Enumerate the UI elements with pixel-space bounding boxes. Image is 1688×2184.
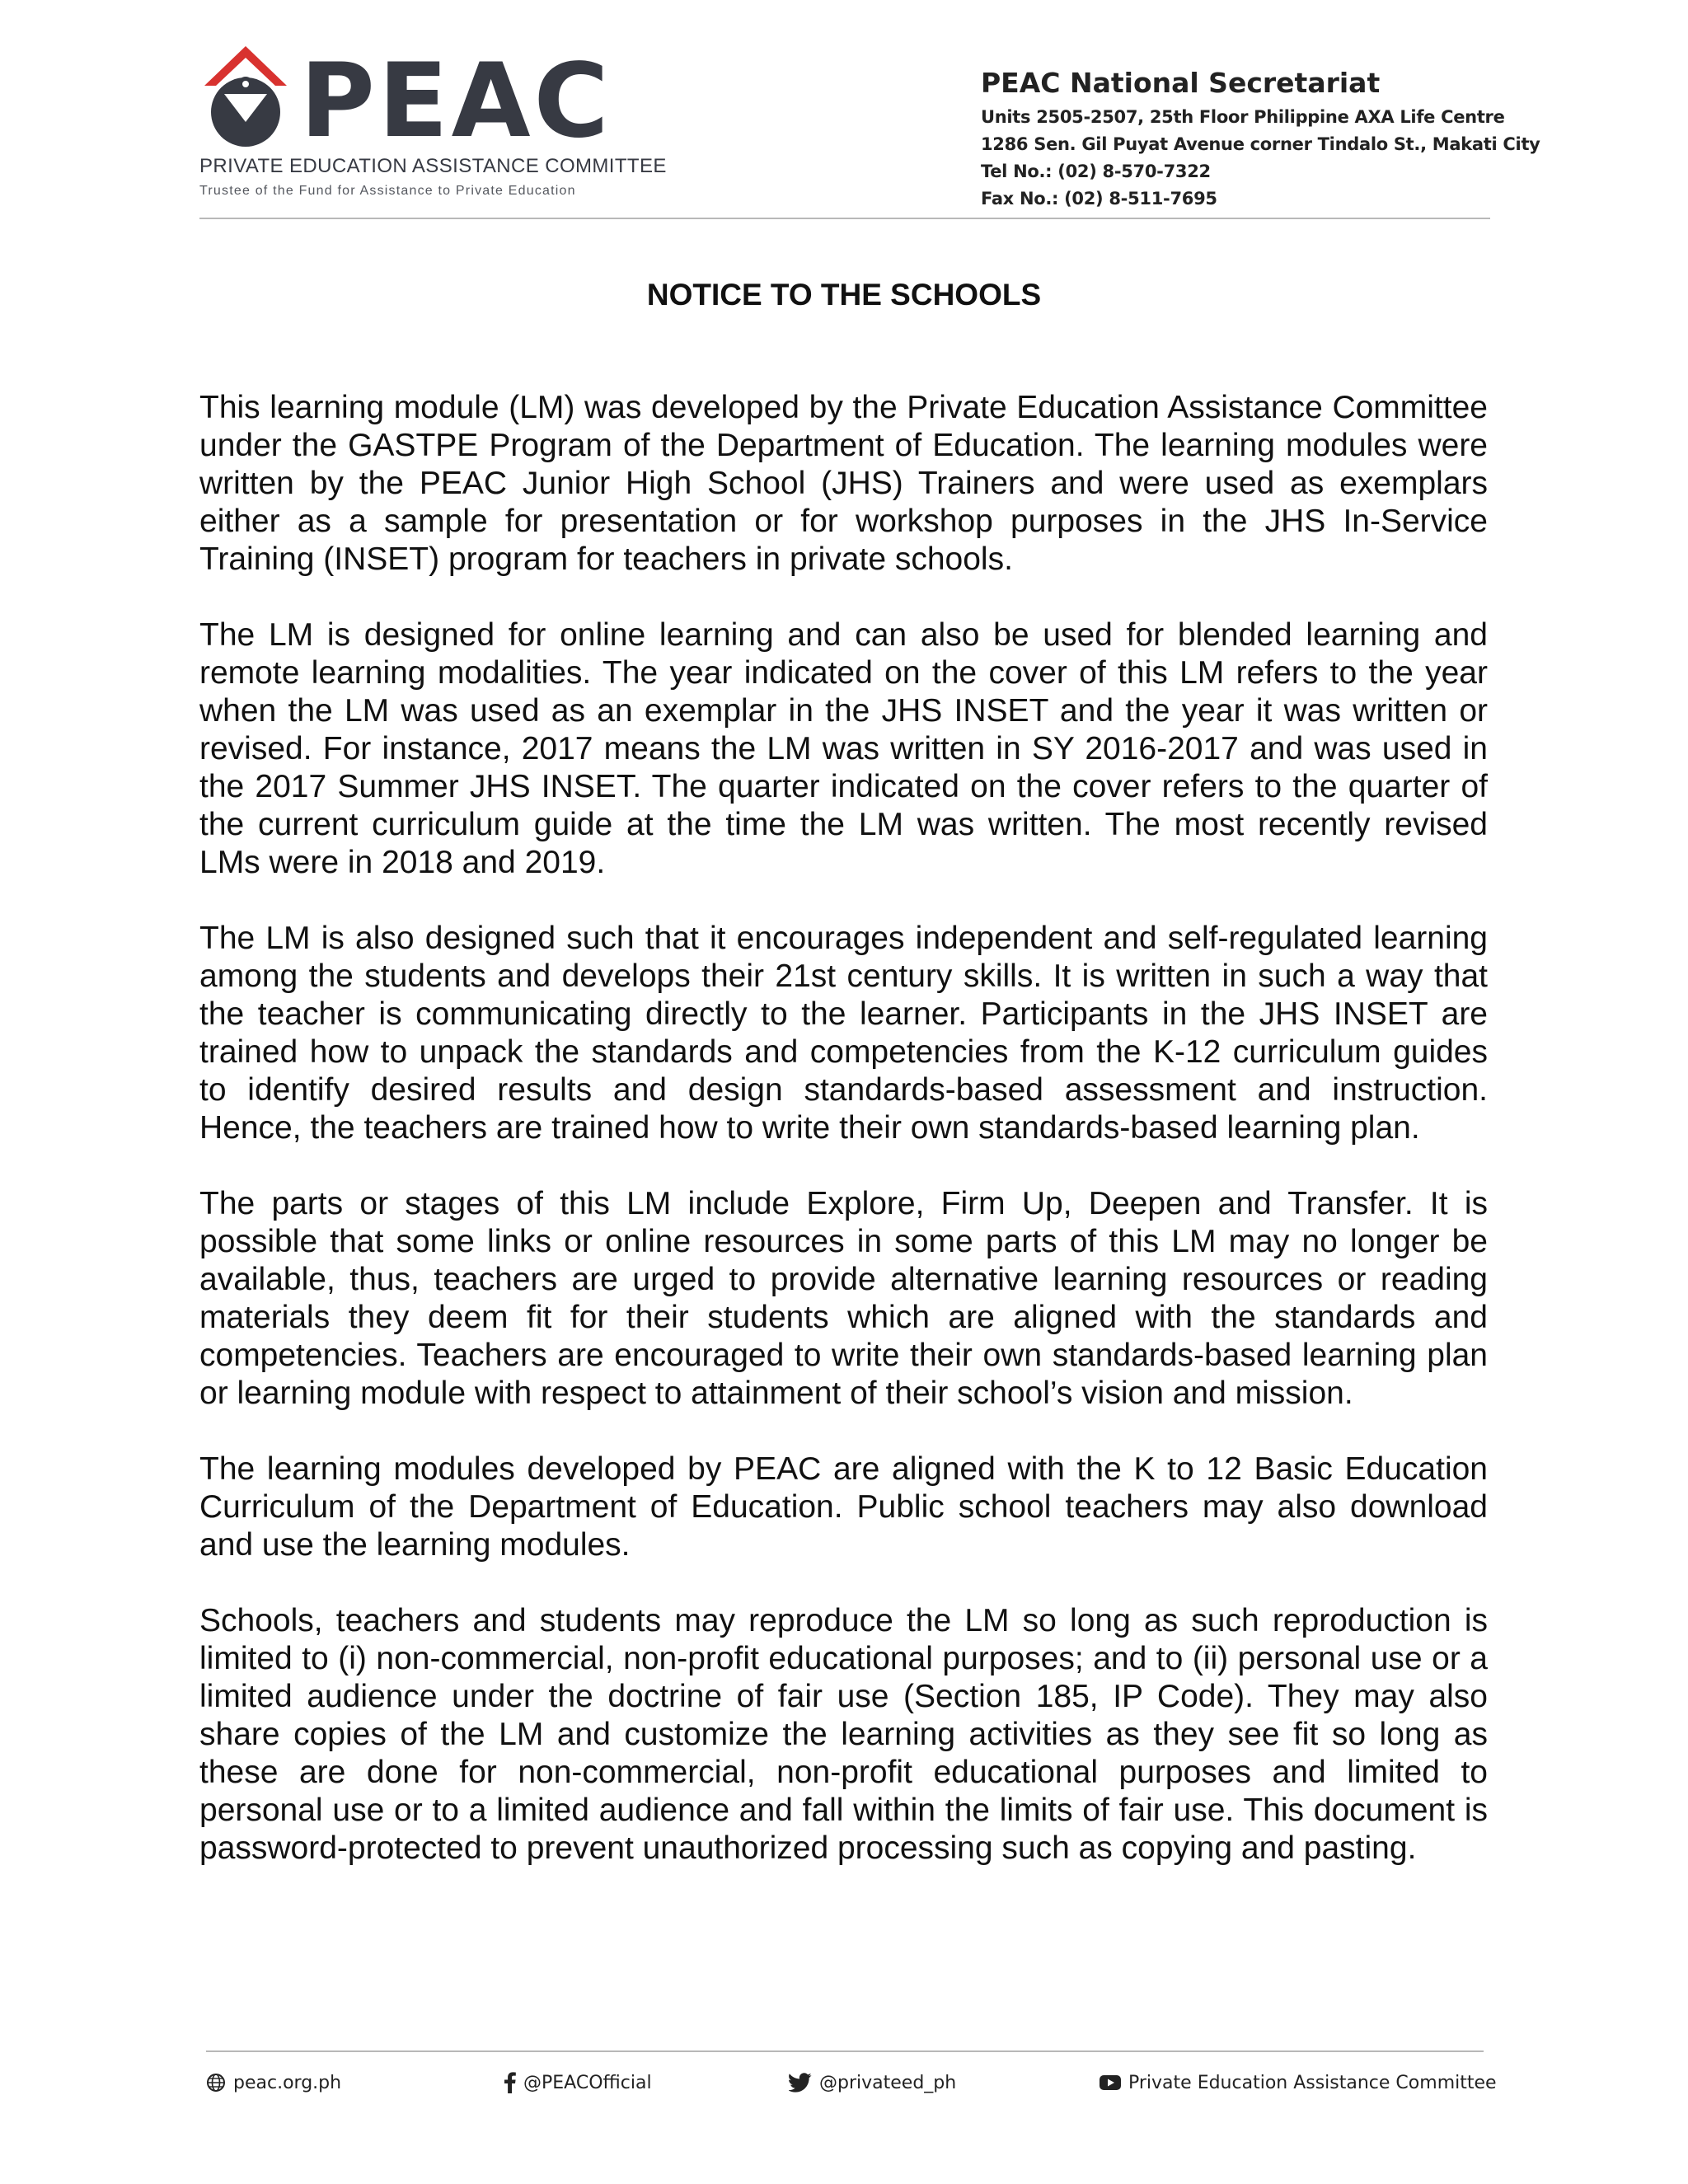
paragraph-2: The LM is designed for online learning and can also be used for blended learning and remote learning modalities. The year indicated on the cover of this LM refers to the year when the LM was used as an exemplar in the JHS INSET and the year it was written or revised. For instance, 2017 means the LM was written in SY 2016-2017 and was used in the 2017 Summer JHS INSET. The quarter indicated on the cover refers to the quarter of the current curriculum guide at the time the LM was written. The most recently revised LMs were in 2018 and 2019. <box>199 617 1488 880</box>
twitter-icon <box>789 2073 812 2093</box>
paragraph-5: The learning modules developed by PEAC are aligned with the K to 12 Basic Education Curriculum of the Department of Education. Public school teachers may also download and use the learning modules. <box>199 1451 1488 1563</box>
secretariat-address-block <box>981 66 1540 213</box>
logo-subtitle: PRIVATE EDUCATION ASSISTANCE COMMITTEE <box>199 155 667 177</box>
peac-logo-mark-icon <box>199 40 292 148</box>
footer-divider <box>206 2050 1484 2052</box>
logo-wordmark: PEAC <box>300 42 612 161</box>
footer-website-link[interactable] <box>206 2069 341 2097</box>
header-divider <box>199 218 1490 219</box>
footer-twitter-text: @privateed_ph <box>819 2072 957 2093</box>
footer-twitter-link[interactable] <box>789 2069 956 2097</box>
youtube-icon <box>1100 2074 1121 2091</box>
footer-youtube-text: Private Education Assistance Committee <box>1128 2072 1497 2093</box>
facebook-icon <box>504 2072 516 2093</box>
secretariat-address-line-1: Units 2505-2507, 25th Floor Philippine AXA Life Centre <box>981 107 1505 127</box>
footer-website-text: peac.org.ph <box>233 2072 342 2093</box>
footer-facebook-link[interactable] <box>504 2069 652 2097</box>
secretariat-fax: Fax No.: (02) 8-511-7695 <box>981 189 1217 209</box>
secretariat-tel: Tel No.: (02) 8-570-7322 <box>981 162 1211 181</box>
peac-logo <box>199 40 667 204</box>
footer-facebook-text: @PEACOfficial <box>523 2072 652 2093</box>
secretariat-address-line-2: 1286 Sen. Gil Puyat Avenue corner Tindalo St., Makati City <box>981 134 1540 154</box>
globe-icon <box>206 2073 226 2093</box>
paragraph-3: The LM is also designed such that it encourages independent and self-regulated learning among the students and develops their 21st century skills. It is written in such a way that the teacher is communicating directly to the learner. Participants in the JHS INSET are trained how to unpack the standards and competencies from the K-12 curriculum guides to identify desired results and design standards-based assessment and instruction. Hence, the teachers are trained how to write their own standards-based learning plan. <box>199 921 1488 1146</box>
notice-body <box>199 389 1488 1905</box>
page-title: NOTICE TO THE SCHOOLS <box>646 278 1042 312</box>
paragraph-4: The parts or stages of this LM include Explore, Firm Up, Deepen and Transfer. It is possible that some links or online resources in some parts of this LM may no longer be available, thus, teachers are urged to provide alternative learning resources or reading materials they deem fit for their students which are aligned with the standards and competencies. Teachers are encouraged to write their own standards-based learning plan or learning module with respect to attainment of their school’s vision and mission. <box>199 1186 1488 1411</box>
footer-youtube-link[interactable] <box>1100 2069 1497 2097</box>
paragraph-6: Schools, teachers and students may reproduce the LM so long as such reproduction is limited to (i) non-commercial, non-profit educational purposes; and to (ii) personal use or a limited audience under the doctrine of fair use (Section 185, IP Code). They may also share copies of the LM and customize the learning activities as they see fit so long as these are done for non-commercial, non-profit educational purposes and limited to personal use or to a limited audience and fall within the limits of fair use. This document is password-protected to prevent unauthorized processing such as copying and pasting. <box>199 1603 1488 1866</box>
secretariat-title: PEAC National Secretariat <box>981 67 1381 99</box>
paragraph-1: This learning module (LM) was developed by the Private Education Assistance Committee under the GASTPE Program of the Department of Education. The learning modules were written by the PEAC Junior High School (JHS) Trainers and were used as exemplars either as a sample for presentation or for workshop purposes in the JHS In-Service Training (INSET) program for teachers in private schools. <box>199 390 1488 577</box>
logo-tagline: Trustee of the Fund for Assistance to Private Education <box>199 184 576 198</box>
